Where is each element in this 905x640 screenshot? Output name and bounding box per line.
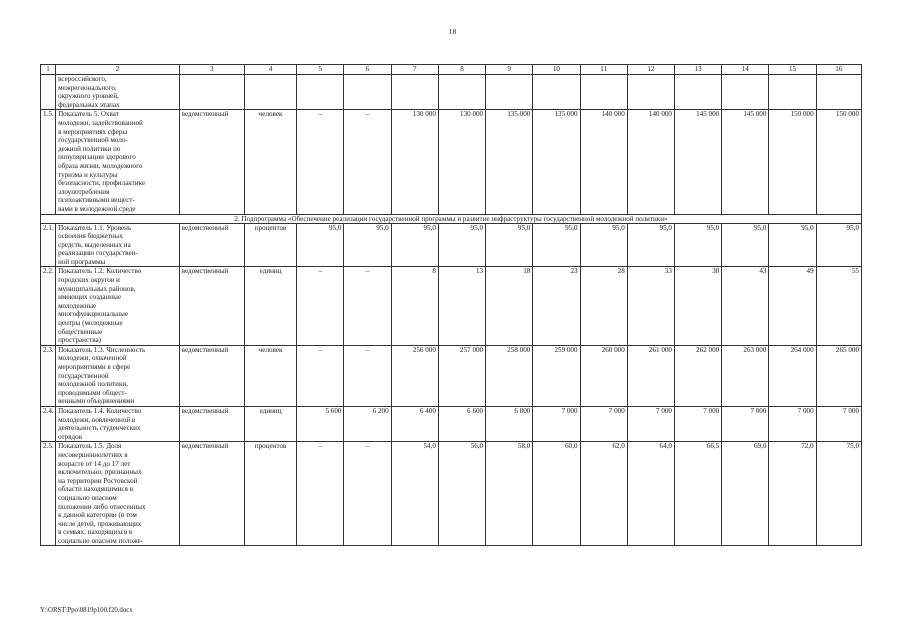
value-cell: 5 600 [297,406,344,441]
column-number-cell: 13 [674,65,721,75]
value-cell: 262 000 [674,345,721,406]
indicator-name-line: злоупотребления [58,187,110,196]
column-number-cell: 6 [344,65,391,75]
value-cell: 140 000 [627,110,674,214]
index-cell: 1.5. [41,110,56,214]
indicator-name-line: общественные [58,327,103,336]
subprogram-title: 2. Подпрограмма «Обеспечение реализации государственной программы и развитие инфраструктуры государственной молодежной политики» [41,214,862,223]
indicator-name-line: государственной [58,371,109,380]
value-cell: 43 [722,267,769,345]
value-cell: 55 [816,267,861,345]
value-cell: 8 [391,267,438,345]
indicator-name-line: многофункциональные [58,310,129,319]
empty-cell [722,75,769,110]
value-cell: 6 200 [344,406,391,441]
value-cell: – [344,345,391,406]
value-cell: 28 [580,267,627,345]
indicator-name-line: межрегионального, [58,83,117,92]
index-cell: 2.3. [41,345,56,406]
indicator-type-cell: ведомственный [179,345,244,406]
index-cell: 2.1. [41,223,56,267]
indicator-name-line: молодежной политики, [58,380,128,389]
indicator-name-line: безопасности, профилактике [58,179,145,188]
column-number-cell: 9 [486,65,533,75]
indicator-name-line: положении либо отнесенных [58,502,146,511]
value-cell: 7 000 [533,406,580,441]
column-number-cell: 14 [722,65,769,75]
indicator-name-line: муниципальных районов, [58,284,136,293]
index-cell: 2.2. [41,267,56,345]
value-cell: 145 000 [674,110,721,214]
indicator-name-line: Показатель 1.2. Количество [58,267,142,276]
value-cell: 150 000 [769,110,816,214]
indicator-name-line: на территории Ростовской [58,476,138,485]
indicator-name-line: образа жизни, молодежного [58,161,143,170]
indicator-name-line: молодежи, охваченной [58,354,127,363]
empty-cell [533,75,580,110]
empty-cell [674,75,721,110]
indicator-name-cell [56,110,180,214]
indicator-name-line: венными объединениями [58,397,135,406]
value-cell: 95,0 [533,223,580,267]
value-cell: 6 600 [438,406,485,441]
value-cell: 258 000 [486,345,533,406]
indicator-row [41,345,862,406]
indicator-name-cell [56,442,180,546]
empty-cell [297,75,344,110]
column-number-cell: 4 [244,65,296,75]
empty-cell [244,75,296,110]
value-cell: 33 [627,267,674,345]
value-cell: 49 [769,267,816,345]
indicator-name-line: Показатель 5. Охват [58,110,119,119]
value-cell: – [344,110,391,214]
value-cell: 95,0 [580,223,627,267]
value-cell: 13 [438,267,485,345]
indicator-name-line: психоактивными вещест- [58,196,135,205]
unit-cell: единиц [244,267,296,345]
value-cell: 259 000 [533,345,580,406]
value-cell: – [344,267,391,345]
indicator-name-cell [56,223,180,267]
indicator-name-cell [56,267,180,345]
value-cell: 95,0 [674,223,721,267]
value-cell: 130 000 [391,110,438,214]
indicator-name-line: вами в молодежной среде [58,204,136,213]
indicator-name-line: средств, выделенных на [58,240,131,249]
column-number-cell: 12 [627,65,674,75]
empty-cell [486,75,533,110]
value-cell: 257 000 [438,345,485,406]
indicator-name-line: ной программы [58,257,106,266]
value-cell: – [344,442,391,546]
column-number-cell: 10 [533,65,580,75]
indicator-name-line: деятельность студенческих [58,424,141,433]
indicator-name-line: мероприятиями в сфере [58,363,131,371]
value-cell: 95,0 [816,223,861,267]
indicator-name-line: окружного уровней, [58,92,119,101]
indicator-name-line: всероссийского, [58,75,107,83]
continuation-row [41,75,862,110]
unit-cell: процентов [244,442,296,546]
indicator-name-line: в мероприятиях сферы [58,127,128,136]
indicator-name-line: государственной моло- [58,136,128,145]
indicator-name-line: области находящимися в [58,485,134,494]
indicator-type-cell: ведомственный [179,110,244,214]
indicator-name-cell [56,406,180,441]
value-cell: – [297,442,344,546]
value-cell: 58,0 [486,442,533,546]
value-cell: 69,0 [722,442,769,546]
value-cell: 38 [674,267,721,345]
value-cell: 64,0 [627,442,674,546]
indicator-name-line: молодежи, вовлеченной в [58,415,136,424]
column-number-cell: 5 [297,65,344,75]
indicator-type-cell: ведомственный [179,267,244,345]
indicator-name-line: молодежные [58,301,97,310]
column-number-cell: 16 [816,65,861,75]
indicator-name-line: несовершеннолетних в [58,450,128,459]
empty-cell [179,75,244,110]
value-cell: 95,0 [391,223,438,267]
indicator-name-line: туризма и культуры [58,170,118,179]
indicator-type-cell: ведомственный [179,442,244,546]
indicator-name-line: пространства) [58,336,101,345]
value-cell: 60,0 [533,442,580,546]
indicator-name-cell [56,345,180,406]
value-cell: 7 000 [722,406,769,441]
value-cell: 145 000 [722,110,769,214]
indicator-name-line: центры (молодежные [58,319,123,328]
column-number-cell: 2 [56,65,180,75]
value-cell: 130 000 [438,110,485,214]
column-number-cell: 15 [769,65,816,75]
empty-cell [391,75,438,110]
empty-cell [344,75,391,110]
value-cell: 265 000 [816,345,861,406]
indicator-name-line: включительно, признанных [58,468,142,477]
indicator-type-cell: ведомственный [179,223,244,267]
indicator-row [41,223,862,267]
value-cell: 75,0 [816,442,861,546]
indicator-name-line: отрядов [58,432,83,441]
value-cell: 95,0 [627,223,674,267]
indicator-name-line: социально опасном [58,493,117,502]
value-cell: 260 000 [580,345,627,406]
indicator-row [41,406,862,441]
value-cell: – [297,345,344,406]
page-number: 18 [448,27,457,36]
value-cell: 135 000 [533,110,580,214]
indicator-name-line: числе детей, проживающих [58,519,142,528]
empty-cell [627,75,674,110]
unit-cell: человек [244,110,296,214]
column-number-cell: 3 [179,65,244,75]
indicator-name-line: реализацию государствен- [58,249,138,258]
value-cell: 6 800 [486,406,533,441]
value-cell: 150 000 [816,110,861,214]
empty-cell [816,75,861,110]
indicator-name-line: популяризации здорового [58,153,136,162]
indicators-table [40,64,862,546]
column-number-row [41,65,862,75]
value-cell: 261 000 [627,345,674,406]
indicator-name-line: в семьях, находящихся в [58,528,133,537]
subprogram-row [41,214,862,223]
column-number-cell: 8 [438,65,485,75]
indicator-name-line: освоения бюджетных [58,232,123,241]
empty-cell [580,75,627,110]
column-number-cell: 1 [41,65,56,75]
column-number-cell: 7 [391,65,438,75]
indicator-type-cell: ведомственный [179,406,244,441]
value-cell: 7 000 [627,406,674,441]
indicator-name-line: Показатель 1.5. Доля [58,442,122,451]
indicator-name-line: молодежи, задействованной [58,118,143,127]
value-cell: 6 400 [391,406,438,441]
value-cell: 95,0 [486,223,533,267]
value-cell: 95,0 [344,223,391,267]
value-cell: 66,5 [674,442,721,546]
value-cell: 62,0 [580,442,627,546]
value-cell: 95,0 [438,223,485,267]
value-cell: 95,0 [769,223,816,267]
indicator-name-line: Показатель 1.3. Численность [58,345,146,354]
empty-cell [769,75,816,110]
value-cell: 263 000 [722,345,769,406]
file-path-footer: Y:\ORST\Ppo\0819p100.f20.docx [40,607,133,614]
value-cell: 95,0 [297,223,344,267]
indicator-name-line: проводимыми общест- [58,388,127,397]
value-cell: 7 000 [769,406,816,441]
indicator-name-line: имеющих созданные [58,293,122,302]
unit-cell: процентов [244,223,296,267]
empty-cell [438,75,485,110]
value-cell: 7 000 [674,406,721,441]
unit-cell: человек [244,345,296,406]
indicator-row [41,110,862,214]
value-cell: 135 000 [486,110,533,214]
indicator-name-cell [56,75,180,110]
value-cell: 7 000 [816,406,861,441]
indicator-name-line: Показатель 1.1. Уровень [58,223,132,232]
indicator-name-line: Показатель 1.4. Количество [58,406,142,415]
value-cell: – [297,110,344,214]
value-cell: 256 000 [391,345,438,406]
indicator-name-line: возрасте от 14 до 17 лет [58,459,131,468]
indicator-name-line: дежной политики по [58,144,121,153]
value-cell: 18 [486,267,533,345]
unit-cell: единиц [244,406,296,441]
value-cell: 72,0 [769,442,816,546]
indicator-name-line: городских округов и [58,276,120,285]
index-cell: 2.5. [41,442,56,546]
value-cell: 264 000 [769,345,816,406]
value-cell: 56,0 [438,442,485,546]
value-cell: 95,0 [722,223,769,267]
indicator-row [41,442,862,546]
value-cell: 54,0 [391,442,438,546]
indicator-name-line: федеральных этапах [58,100,120,109]
indicator-name-line: социально опасном положе- [58,536,144,545]
indicator-name-line: к данной категории (в том [58,511,137,520]
value-cell: 23 [533,267,580,345]
index-cell [41,75,56,110]
index-cell: 2.4. [41,406,56,441]
indicator-row [41,267,862,345]
value-cell: – [297,267,344,345]
value-cell: 7 000 [580,406,627,441]
column-number-cell: 11 [580,65,627,75]
value-cell: 140 000 [580,110,627,214]
